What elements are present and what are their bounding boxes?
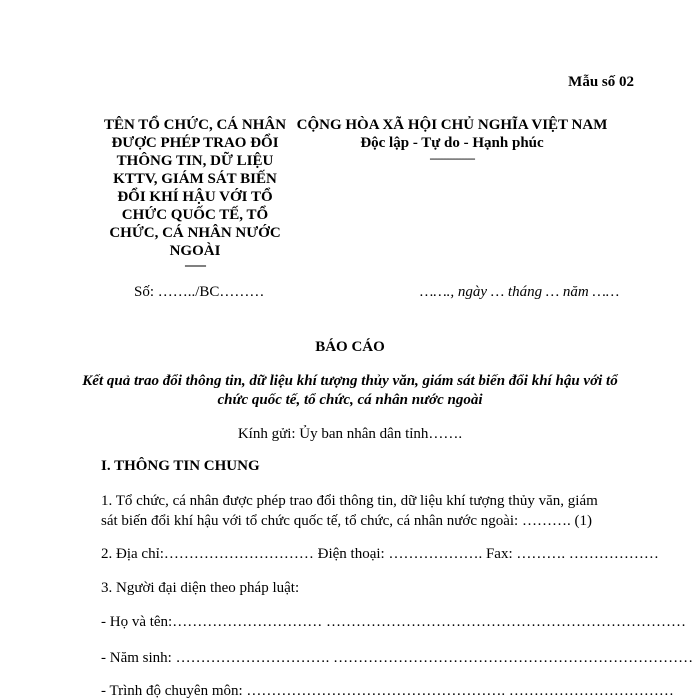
- document-title: BÁO CÁO: [315, 339, 385, 355]
- organization-name: TÊN TỔ CHỨC, CÁ NHÂN ĐƯỢC PHÉP TRAO ĐỔI THÔNG TIN, DỮ LIỆU KTTV, GIÁM SÁT BIẾN ĐỔI KHÍ HẬU VỚI TỔ CHỨC QUỐC TẾ, TỔ CHỨC, CÁ NHÂN NƯỚC NGOÀI: [103, 117, 287, 259]
- left-header-separator: -------: [184, 258, 206, 272]
- document-subtitle: Kết quả trao đổi thông tin, dữ liệu khí tượng thủy văn, giám sát biến đổi khí hậu với tổ chức quốc tế, tổ chức, cá nhân nước ngoài: [82, 373, 618, 408]
- national-motto: Độc lập - Tự do - Hạnh phúc: [360, 135, 544, 151]
- item-organization: 1. Tổ chức, cá nhân được phép trao đổi thông tin, dữ liệu khí tượng thủy văn, giám sát biến đổi khí hậu với tổ chức quốc tế, tổ chức, cá nhân nước ngoài: ………. (1): [101, 493, 598, 529]
- document-number-line: Số: ……../BC………: [134, 284, 265, 300]
- date-line: ……., ngày … tháng … năm ……: [420, 284, 620, 300]
- item-address-phone-fax: 2. Địa chỉ:………………………… Điện thoại: ………………. Fax: ………. ………………: [101, 546, 659, 562]
- recipient-line: Kính gửi: Ủy ban nhân dân tỉnh…….: [237, 426, 463, 442]
- country-name: CỘNG HÒA XÃ HỘI CHỦ NGHĨA VIỆT NAM: [296, 117, 608, 133]
- field-qualification: - Trình độ chuyên môn: ……………………………………………. ……………………………: [101, 683, 674, 699]
- section-heading: I. THÔNG TIN CHUNG: [101, 458, 260, 474]
- item-legal-representative: 3. Người đại diện theo pháp luật:: [101, 580, 300, 596]
- form-number: Mẫu số 02: [568, 74, 634, 90]
- field-full-name: - Họ và tên:………………………… ………………………………………………………………: [101, 614, 686, 630]
- field-birth-year: - Năm sinh: …………………………. ………………………………………………………………: [101, 650, 694, 666]
- national-header: [282, 116, 622, 164]
- right-header-separator: ---------------: [429, 151, 475, 165]
